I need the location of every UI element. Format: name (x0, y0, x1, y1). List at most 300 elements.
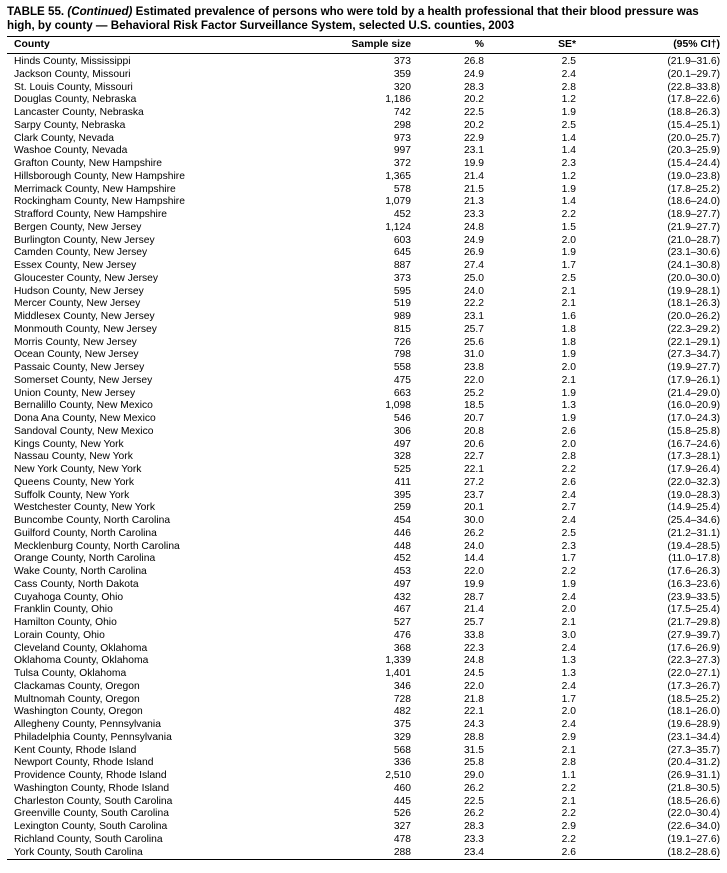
cell-ci: (21.2–31.1) (667, 527, 720, 539)
cell-ci: (20.3–25.9) (667, 145, 720, 157)
table-row (7, 668, 720, 681)
cell-sample-size: 306 (393, 425, 411, 437)
cell-county: Providence County, Rhode Island (14, 770, 167, 781)
cell-county: Newport County, Rhode Island (14, 757, 154, 769)
cell-county: Lancaster County, Nebraska (14, 107, 144, 118)
table-row (7, 592, 720, 605)
cell-sample-size: 645 (393, 247, 411, 259)
cell-se: 2.0 (561, 604, 576, 616)
cell-county: Gloucester County, New Jersey (14, 272, 159, 284)
cell-percent: 22.9 (463, 132, 484, 144)
cell-se: 2.0 (561, 362, 576, 373)
cell-se: 2.2 (561, 566, 576, 577)
table-row (7, 273, 720, 286)
cell-sample-size: 1,186 (385, 94, 411, 106)
cell-sample-size: 1,098 (385, 400, 411, 412)
cell-se: 2.1 (561, 285, 576, 297)
cell-ci: (22.6–34.0) (667, 821, 720, 832)
cell-percent: 24.5 (463, 668, 484, 679)
cell-ci: (15.4–24.4) (667, 158, 720, 169)
cell-county: Middlesex County, New Jersey (14, 311, 155, 322)
cell-sample-size: 476 (393, 629, 411, 641)
cell-ci: (20.1–29.7) (667, 68, 720, 80)
cell-percent: 24.8 (463, 221, 484, 233)
table-row (7, 732, 720, 745)
cell-sample-size: 578 (393, 183, 411, 195)
table-row (7, 375, 720, 388)
cell-percent: 22.5 (463, 107, 484, 118)
cell-county: Hillsborough County, New Hampshire (14, 170, 185, 182)
cell-sample-size: 259 (393, 502, 411, 514)
cell-sample-size: 1,124 (385, 221, 411, 233)
cell-se: 2.5 (561, 119, 576, 131)
cell-percent: 22.0 (463, 374, 484, 386)
cell-percent: 28.7 (463, 591, 484, 603)
cell-county: Mecklenburg County, North Carolina (14, 540, 180, 552)
table-row (7, 171, 720, 184)
cell-ci: (20.0–26.2) (667, 311, 720, 322)
cell-se: 2.4 (561, 489, 576, 501)
cell-percent: 21.4 (463, 604, 484, 616)
table-row (7, 286, 720, 299)
cell-county: Somerset County, New Jersey (14, 374, 153, 386)
prevalence-table (7, 36, 720, 860)
cell-county: Kings County, New York (14, 438, 124, 450)
cell-ci: (17.6–26.9) (667, 642, 720, 654)
cell-se: 1.8 (561, 323, 576, 335)
cell-percent: 29.0 (463, 770, 484, 781)
cell-se: 1.7 (561, 693, 576, 705)
cell-county: Nassau County, New York (14, 451, 133, 463)
cell-ci: (17.9–26.1) (667, 374, 720, 386)
table-row (7, 107, 720, 120)
cell-ci: (23.9–33.5) (667, 591, 720, 603)
table-row (7, 566, 720, 579)
cell-county: Cleveland County, Oklahoma (14, 642, 148, 654)
cell-percent: 26.2 (463, 782, 484, 794)
cell-ci: (15.8–25.8) (667, 425, 720, 437)
cell-ci: (18.5–26.6) (667, 795, 720, 807)
cell-sample-size: 328 (393, 451, 411, 463)
cell-se: 1.6 (561, 311, 576, 322)
cell-county: Franklin County, Ohio (14, 604, 113, 616)
cell-county: Washington County, Oregon (14, 706, 143, 718)
cell-percent: 18.5 (463, 400, 484, 412)
cell-sample-size: 497 (393, 578, 411, 590)
cell-percent: 21.5 (463, 183, 484, 195)
cell-percent: 22.1 (463, 464, 484, 475)
cell-county: Richland County, South Carolina (14, 833, 163, 845)
cell-sample-size: 359 (393, 68, 411, 80)
cell-se: 1.7 (561, 553, 576, 565)
cell-sample-size: 375 (393, 719, 411, 730)
cell-ci: (27.9–39.7) (667, 629, 720, 641)
cell-county: Monmouth County, New Jersey (14, 323, 157, 335)
cell-ci: (22.8–33.8) (667, 81, 720, 93)
cell-county: Philadelphia County, Pennsylvania (14, 731, 172, 743)
cell-county: Cass County, North Dakota (14, 578, 139, 590)
cell-ci: (16.3–23.6) (667, 578, 720, 590)
cell-se: 2.4 (561, 642, 576, 654)
cell-sample-size: 320 (393, 81, 411, 93)
column-header-se: SE* (484, 37, 576, 54)
cell-percent: 25.7 (463, 617, 484, 628)
cell-ci: (17.8–25.2) (667, 183, 720, 195)
cell-county: Kent County, Rhode Island (14, 744, 137, 756)
cell-sample-size: 446 (393, 527, 411, 539)
cell-percent: 22.0 (463, 680, 484, 692)
cell-se: 2.1 (561, 298, 576, 310)
cell-se: 2.8 (561, 757, 576, 769)
table-row (7, 349, 720, 362)
cell-sample-size: 373 (393, 272, 411, 284)
cell-county: Ocean County, New Jersey (14, 349, 139, 361)
cell-sample-size: 373 (393, 56, 411, 67)
cell-percent: 23.4 (463, 846, 484, 858)
cell-se: 1.8 (561, 336, 576, 348)
cell-percent: 26.9 (463, 247, 484, 259)
cell-percent: 26.2 (463, 527, 484, 539)
cell-se: 1.2 (561, 94, 576, 106)
cell-se: 2.9 (561, 821, 576, 832)
table-row (7, 847, 720, 860)
cell-percent: 25.2 (463, 387, 484, 399)
cell-sample-size: 288 (393, 846, 411, 858)
cell-county: Allegheny County, Pennsylvania (14, 719, 161, 730)
cell-percent: 26.8 (463, 56, 484, 67)
cell-county: Orange County, North Carolina (14, 553, 156, 565)
table-row (7, 528, 720, 541)
table-row (7, 120, 720, 133)
cell-sample-size: 989 (393, 311, 411, 322)
cell-percent: 27.4 (463, 260, 484, 271)
cell-sample-size: 475 (393, 374, 411, 386)
cell-percent: 22.5 (463, 795, 484, 807)
table-row (7, 541, 720, 554)
cell-percent: 22.0 (463, 566, 484, 577)
cell-ci: (27.3–34.7) (667, 349, 720, 361)
table-row (7, 770, 720, 783)
cell-county: Dona Ana County, New Mexico (14, 413, 156, 424)
table-row (7, 490, 720, 503)
cell-se: 1.9 (561, 387, 576, 399)
table-row (7, 324, 720, 337)
cell-percent: 21.3 (463, 196, 484, 208)
cell-se: 2.2 (561, 464, 576, 475)
cell-percent: 23.8 (463, 362, 484, 373)
cell-percent: 26.2 (463, 808, 484, 820)
table-row (7, 337, 720, 350)
cell-percent: 14.4 (463, 553, 484, 565)
cell-county: Multnomah County, Oregon (14, 693, 140, 705)
cell-county: Washington County, Rhode Island (14, 782, 170, 794)
table-row (7, 553, 720, 566)
cell-se: 1.3 (561, 400, 576, 412)
cell-county: Grafton County, New Hampshire (14, 158, 163, 169)
table-row (7, 133, 720, 146)
cell-sample-size: 346 (393, 680, 411, 692)
cell-se: 2.5 (561, 527, 576, 539)
cell-ci: (21.9–27.7) (667, 221, 720, 233)
cell-county: Clackamas County, Oregon (14, 680, 140, 692)
table-row (7, 184, 720, 197)
cell-ci: (19.4–28.5) (667, 540, 720, 552)
cell-se: 2.1 (561, 795, 576, 807)
cell-ci: (20.0–30.0) (667, 272, 720, 284)
cell-county: Jackson County, Missouri (14, 68, 131, 80)
cell-se: 3.0 (561, 629, 576, 641)
cell-ci: (15.4–25.1) (667, 119, 720, 131)
cell-sample-size: 368 (393, 642, 411, 654)
cell-ci: (14.9–25.4) (667, 502, 720, 514)
cell-percent: 31.5 (463, 744, 484, 756)
cell-percent: 33.8 (463, 629, 484, 641)
table-row (7, 783, 720, 796)
table-row (7, 694, 720, 707)
cell-ci: (18.8–26.3) (667, 107, 720, 118)
cell-sample-size: 2,510 (385, 770, 411, 781)
cell-se: 2.4 (561, 68, 576, 80)
cell-county: Charleston County, South Carolina (14, 795, 173, 807)
cell-percent: 27.2 (463, 476, 484, 488)
cell-county: Rockingham County, New Hampshire (14, 196, 185, 208)
table-row (7, 579, 720, 592)
cell-percent: 22.2 (463, 298, 484, 310)
cell-county: St. Louis County, Missouri (14, 81, 133, 93)
cell-percent: 28.8 (463, 731, 484, 743)
cell-se: 1.9 (561, 183, 576, 195)
cell-se: 2.2 (561, 782, 576, 794)
cell-se: 2.0 (561, 706, 576, 718)
table-row (7, 745, 720, 758)
cell-sample-size: 527 (393, 617, 411, 628)
cell-se: 2.4 (561, 591, 576, 603)
cell-percent: 20.2 (463, 94, 484, 106)
cell-percent: 19.9 (463, 578, 484, 590)
cell-ci: (17.8–22.6) (667, 94, 720, 106)
cell-sample-size: 742 (393, 107, 411, 118)
cell-percent: 25.7 (463, 323, 484, 335)
cell-se: 2.5 (561, 56, 576, 67)
cell-sample-size: 525 (393, 464, 411, 475)
cell-percent: 19.9 (463, 158, 484, 169)
cell-se: 2.0 (561, 234, 576, 246)
cell-sample-size: 298 (393, 119, 411, 131)
table-continued-marker: (Continued) (67, 5, 133, 18)
table-row (7, 196, 720, 209)
cell-ci: (18.1–26.0) (667, 706, 720, 718)
cell-percent: 22.7 (463, 451, 484, 463)
cell-percent: 24.0 (463, 540, 484, 552)
table-row (7, 515, 720, 528)
table-row (7, 388, 720, 401)
cell-se: 2.2 (561, 833, 576, 845)
cell-ci: (16.0–20.9) (667, 400, 720, 412)
cell-percent: 20.8 (463, 425, 484, 437)
cell-ci: (19.1–27.6) (667, 833, 720, 845)
cell-county: Greenville County, South Carolina (14, 808, 169, 820)
cell-sample-size: 526 (393, 808, 411, 820)
cell-percent: 23.1 (463, 145, 484, 157)
cell-ci: (17.9–26.4) (667, 464, 720, 475)
cell-county: Wake County, North Carolina (14, 566, 147, 577)
table-row (7, 413, 720, 426)
table-row (7, 834, 720, 847)
cell-percent: 25.0 (463, 272, 484, 284)
cell-sample-size: 546 (393, 413, 411, 424)
table-row (7, 145, 720, 158)
cell-ci: (25.4–34.6) (667, 515, 720, 526)
table-row (7, 821, 720, 834)
cell-percent: 25.8 (463, 757, 484, 769)
cell-sample-size: 887 (393, 260, 411, 271)
cell-ci: (23.1–30.6) (667, 247, 720, 259)
cell-sample-size: 815 (393, 323, 411, 335)
cell-se: 1.2 (561, 170, 576, 182)
table-row (7, 69, 720, 82)
cell-se: 2.3 (561, 158, 576, 169)
cell-sample-size: 395 (393, 489, 411, 501)
column-header-sample-size: Sample size (341, 37, 411, 54)
cell-se: 1.4 (561, 145, 576, 157)
cell-percent: 23.7 (463, 489, 484, 501)
cell-county: Oklahoma County, Oklahoma (14, 655, 149, 667)
cell-percent: 24.3 (463, 719, 484, 730)
cell-sample-size: 1,401 (385, 668, 411, 679)
cell-sample-size: 445 (393, 795, 411, 807)
column-header-county: County (7, 37, 341, 54)
cell-sample-size: 728 (393, 693, 411, 705)
table-number: TABLE 55. (7, 5, 65, 18)
cell-county: Bernalillo County, New Mexico (14, 400, 153, 412)
cell-sample-size: 497 (393, 438, 411, 450)
table-head (7, 37, 720, 54)
cell-ci: (17.6–26.3) (667, 566, 720, 577)
cell-se: 2.4 (561, 680, 576, 692)
table-row (7, 158, 720, 171)
table-row (7, 426, 720, 439)
cell-county: Merrimack County, New Hampshire (14, 183, 176, 195)
table-row (7, 311, 720, 324)
cell-sample-size: 478 (393, 833, 411, 845)
cell-se: 2.9 (561, 731, 576, 743)
cell-sample-size: 1,079 (385, 196, 411, 208)
cell-se: 1.9 (561, 413, 576, 424)
cell-percent: 20.1 (463, 502, 484, 514)
cell-ci: (22.0–32.3) (667, 476, 720, 488)
cell-percent: 24.0 (463, 285, 484, 297)
cell-se: 1.9 (561, 107, 576, 118)
cell-ci: (23.1–34.4) (667, 731, 720, 743)
cell-county: Lorain County, Ohio (14, 629, 105, 641)
cell-county: Buncombe County, North Carolina (14, 515, 171, 526)
cell-percent: 24.9 (463, 68, 484, 80)
cell-percent: 20.6 (463, 438, 484, 450)
table-row (7, 477, 720, 490)
cell-county: Washoe County, Nevada (14, 145, 128, 157)
table-row (7, 719, 720, 732)
cell-ci: (19.6–28.9) (667, 719, 720, 730)
cell-sample-size: 460 (393, 782, 411, 794)
table-row (7, 655, 720, 668)
cell-ci: (11.0–17.8) (668, 553, 720, 565)
cell-se: 1.4 (561, 132, 576, 144)
cell-se: 2.4 (561, 719, 576, 730)
cell-sample-size: 558 (393, 362, 411, 373)
cell-se: 2.3 (561, 540, 576, 552)
cell-ci: (22.3–27.3) (667, 655, 720, 667)
cell-se: 1.9 (561, 247, 576, 259)
table-row (7, 796, 720, 809)
cell-ci: (19.0–23.8) (667, 170, 720, 182)
cell-sample-size: 453 (393, 566, 411, 577)
table-row (7, 94, 720, 107)
cell-se: 2.0 (561, 438, 576, 450)
cell-sample-size: 603 (393, 234, 411, 246)
table-title (7, 5, 720, 33)
cell-percent: 22.3 (463, 642, 484, 654)
table-row (7, 439, 720, 452)
cell-county: Westchester County, New York (14, 502, 155, 514)
cell-percent: 31.0 (463, 349, 484, 361)
cell-se: 2.8 (561, 81, 576, 93)
cell-percent: 23.1 (463, 311, 484, 322)
cell-county: Lexington County, South Carolina (14, 821, 168, 832)
table-row (7, 235, 720, 248)
cell-se: 2.6 (561, 425, 576, 437)
cell-se: 2.1 (561, 374, 576, 386)
cell-ci: (21.0–28.7) (667, 234, 720, 246)
cell-ci: (16.7–24.6) (667, 438, 720, 450)
table-row (7, 617, 720, 630)
cell-sample-size: 452 (393, 553, 411, 565)
cell-ci: (19.9–27.7) (667, 362, 720, 373)
cell-se: 2.4 (561, 515, 576, 526)
cell-sample-size: 432 (393, 591, 411, 603)
cell-ci: (18.6–24.0) (667, 196, 720, 208)
cell-county: Union County, New Jersey (14, 387, 136, 399)
cell-se: 2.1 (561, 617, 576, 628)
cell-ci: (17.3–28.1) (667, 451, 720, 463)
cell-sample-size: 336 (393, 757, 411, 769)
cell-sample-size: 372 (393, 158, 411, 169)
cell-ci: (18.1–26.3) (667, 298, 720, 310)
table-row (7, 681, 720, 694)
cell-se: 1.3 (561, 655, 576, 667)
table-row (7, 222, 720, 235)
cell-county: Douglas County, Nebraska (14, 94, 137, 106)
cell-se: 2.7 (561, 502, 576, 514)
cell-ci: (18.2–28.6) (667, 846, 720, 858)
table-row (7, 362, 720, 375)
cell-ci: (19.9–28.1) (667, 285, 720, 297)
cell-se: 2.6 (561, 476, 576, 488)
cell-percent: 20.7 (463, 413, 484, 424)
cell-county: Burlington County, New Jersey (14, 234, 155, 246)
cell-ci: (17.0–24.3) (667, 413, 720, 424)
cell-county: Suffolk County, New York (14, 489, 130, 501)
table-row (7, 298, 720, 311)
table-row (7, 630, 720, 643)
cell-se: 2.2 (561, 808, 576, 820)
cell-ci: (26.9–31.1) (667, 770, 720, 781)
cell-county: Hinds County, Mississippi (14, 56, 131, 67)
cell-sample-size: 482 (393, 706, 411, 718)
cell-county: Cuyahoga County, Ohio (14, 591, 124, 603)
cell-ci: (18.9–27.7) (667, 209, 720, 220)
cell-sample-size: 519 (393, 298, 411, 310)
table-row (7, 757, 720, 770)
